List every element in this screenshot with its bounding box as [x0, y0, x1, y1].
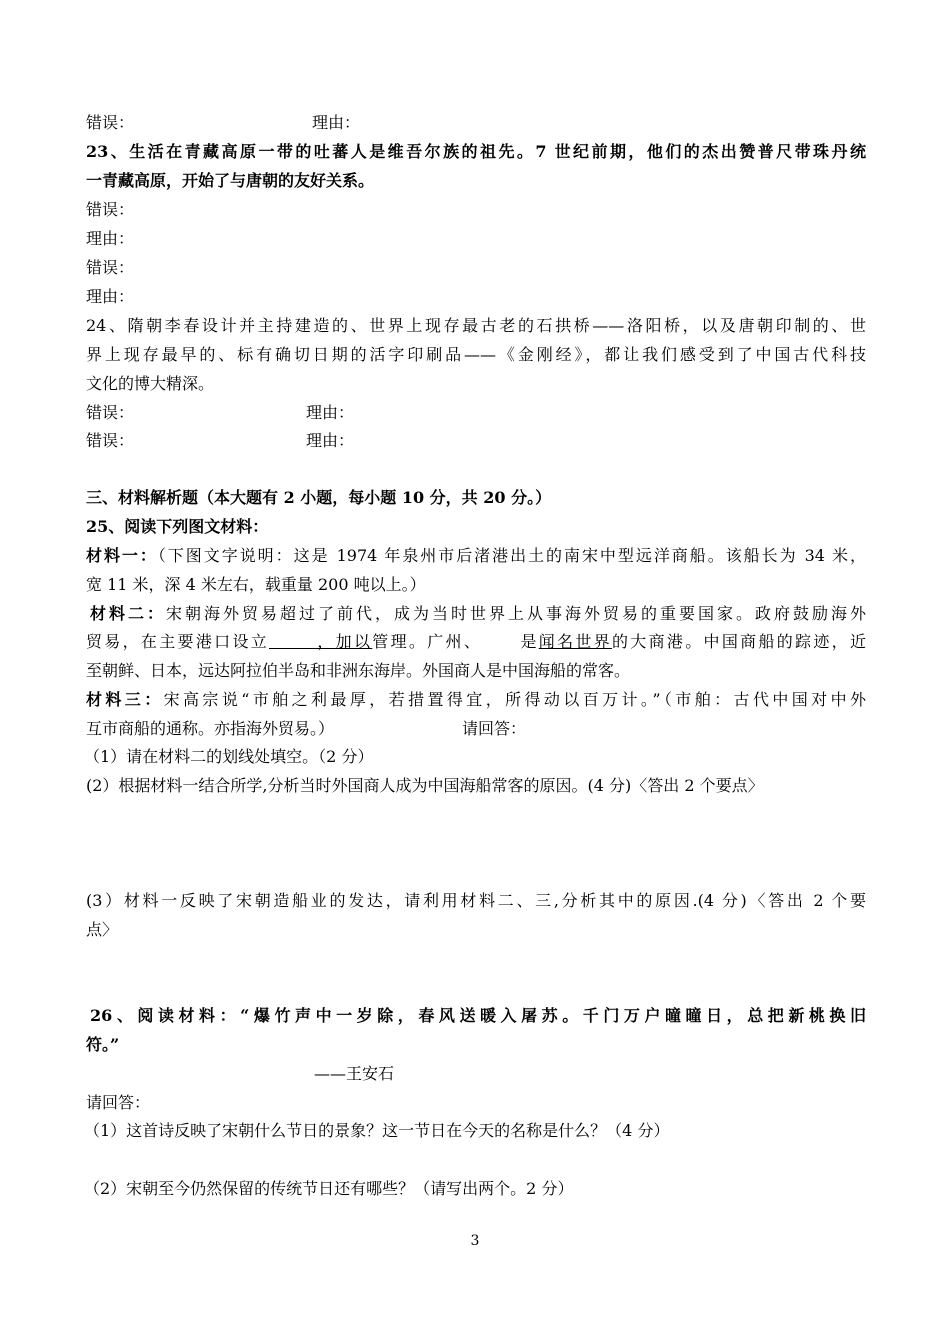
section3-title: 三、材料解析题（本大题有 2 小题，每小题 10 分，共 20 分。）	[86, 488, 552, 507]
q25-sub2: (2）根据材料一结合所学,分析当时外国商人成为中国海船常客的原因。(4 分)〈答出 2 个要点〉	[86, 776, 764, 795]
q26-material-line2: 符。”	[86, 1035, 120, 1054]
q24-error-line1	[86, 403, 355, 423]
q23-statement-line1: 23、生活在青藏高原一带的吐蕃人是维吾尔族的祖先。7 世纪前期，他们的杰出赞普尺带珠丹统	[86, 142, 866, 161]
q23-reason2: 理由：	[86, 287, 135, 306]
q25-title: 25、阅读下列图文材料：	[86, 517, 269, 536]
reason-label: 理由：	[306, 403, 355, 422]
fill-blank-1[interactable]	[269, 632, 315, 649]
q26-sub1: （1）这首诗反映了宋朝什么节日的景象？这一节日在今天的名称是什么？（4 分）	[84, 1121, 670, 1140]
q23-reason1: 理由：	[86, 229, 135, 248]
reason-label: 理由：	[312, 113, 361, 132]
q25-sub1: （1）请在材料二的划线处填空。（2 分）	[84, 747, 374, 766]
reason-label: 理由：	[306, 431, 355, 450]
q24-error-line2	[86, 431, 355, 451]
q24-statement-line2: 界上现存最早的、标有确切日期的活字印刷品——《金刚经》，都让我们感受到了中国古代科技	[86, 345, 866, 364]
q25-material2-line2: 贸易，在主要港口设立 ，加以管理。广州、 是闻名世界的大商港。中国商船的踪迹，近	[86, 632, 866, 651]
error-label: 错误：	[86, 431, 135, 450]
error-label: 错误：	[86, 113, 135, 132]
error-label: 错误：	[86, 403, 135, 422]
q25-material1-line2: 宽 11 米，深 4 米左右，载重量 200 吨以上。）	[86, 575, 426, 594]
q25-material2-line1: 材料二：宋朝海外贸易超过了前代，成为当时世界上从事海外贸易的重要国家。政府鼓励海外	[90, 604, 866, 623]
q25-material2-line3: 至朝鲜、日本，远达阿拉伯半岛和非洲东海岸。外国商人是中国海船的常客。	[86, 661, 631, 680]
q23-error2: 错误：	[86, 258, 135, 277]
q25-sub3-line2: 点〉	[86, 920, 119, 939]
q26-ask: 请回答：	[86, 1093, 151, 1112]
q24-statement-line3: 文化的博大精深。	[86, 374, 215, 393]
q22-error-line	[86, 113, 361, 133]
q25-material3-line1: 材料三：宋高宗说“市舶之利最厚，若措置得宜，所得动以百万计。”（市舶：古代中国对中外	[86, 690, 866, 709]
q26-author: ——王安石	[314, 1064, 395, 1083]
q25-sub3-line1: (3）材料一反映了宋朝造船业的发达，请利用材料二、三,分析其中的原因.(4 分)〈答出 2 个要	[86, 891, 866, 910]
q23-error1: 错误：	[86, 200, 135, 219]
q24-statement-line1: 24、隋朝李春设计并主持建造的、世界上现存最古老的石拱桥——洛阳桥，以及唐朝印制的、世	[86, 316, 866, 335]
q25-material1-line1: 材料一：（下图文字说明：这是 1974 年泉州市后渚港出土的南宋中型远洋商船。该船长为 34 米，	[86, 546, 866, 565]
ask-label: 请回答：	[462, 719, 527, 738]
page-number: 3	[470, 1233, 480, 1249]
material1-label: 材料一：	[86, 546, 158, 565]
material3-label: 材料三：	[86, 690, 164, 709]
q25-material3-line2: 互市商船的通称。亦指海外贸易。） 请回答：	[86, 719, 527, 738]
q26-sub2: （2）宋朝至今仍然保留的传统节日还有哪些？（请写出两个。2 分）	[84, 1179, 574, 1198]
q23-statement-line2: 一青藏高原，开始了与唐朝的友好关系。	[86, 171, 375, 190]
material2-label: 材料二：	[90, 604, 166, 623]
q26-material-line1: 26、阅读材料：“爆竹声中一岁除，春风送暖入屠苏。千门万户曈曈日，总把新桃换旧	[90, 1006, 866, 1025]
